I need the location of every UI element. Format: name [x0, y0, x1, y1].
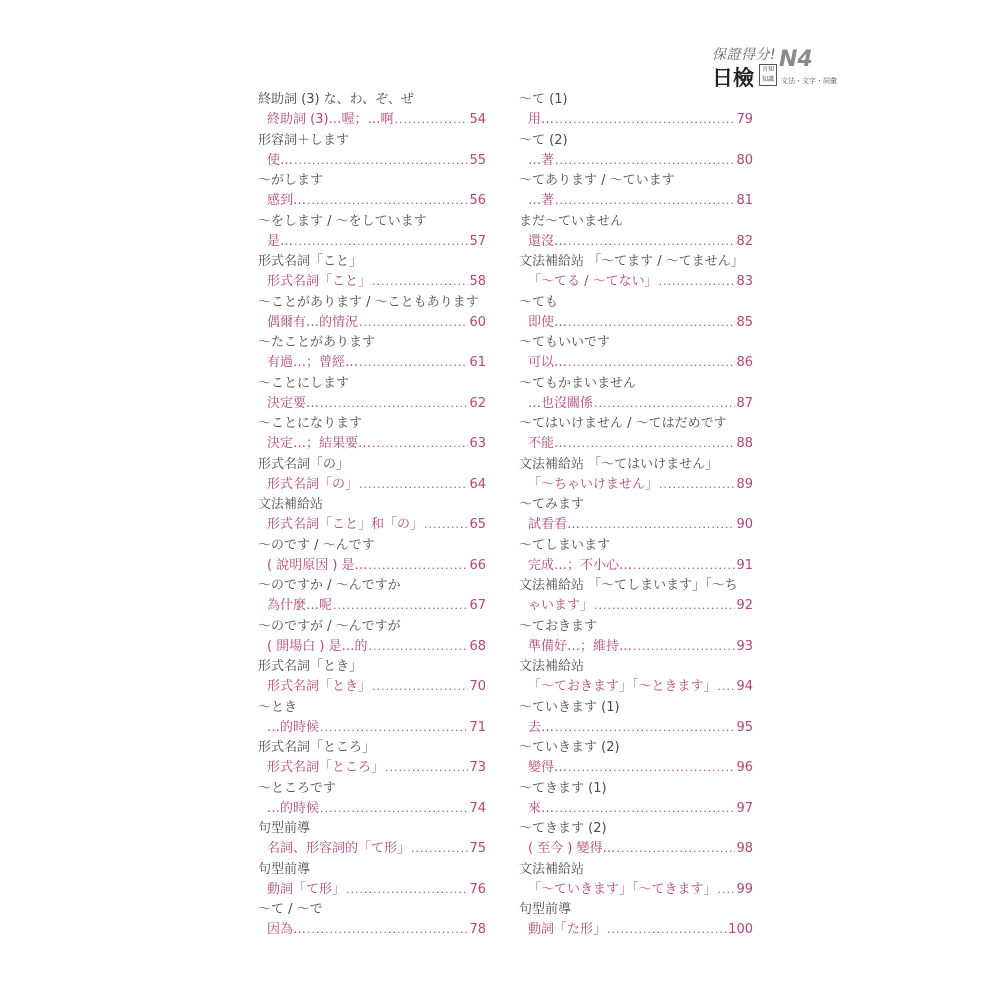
dot-leader [568, 434, 735, 454]
dot-leader [359, 475, 468, 495]
toc-entry [258, 333, 486, 374]
dot-leader [294, 232, 468, 252]
toc-entry-subline [258, 191, 486, 211]
toc-entry-heading: 〜て / 〜で [258, 902, 323, 917]
dot-leader [568, 758, 735, 778]
toc-entry [258, 819, 486, 860]
toc-entry [258, 131, 486, 172]
toc-entry-label: 是… [267, 233, 294, 249]
toc-entry-subline [258, 920, 486, 940]
toc-entry [258, 171, 486, 212]
toc-entry-label: 感到… [267, 193, 307, 208]
toc-entry [258, 617, 486, 658]
toc-entry-heading: 〜てもかまいません [519, 375, 637, 391]
toc-entry-subline [258, 839, 486, 859]
toc-entry-label: 即使… [528, 314, 568, 330]
toc-entry-heading: 〜てあります / 〜ています [519, 173, 675, 188]
book-logo [712, 44, 852, 94]
toc-entry [258, 455, 486, 496]
toc-entry-heading: 文法補給站 [258, 497, 324, 512]
toc-entry-subline [258, 313, 486, 333]
page-number: 95 [736, 719, 753, 735]
page-number: 70 [469, 679, 486, 694]
page-number: 57 [469, 233, 486, 249]
toc-entry-subline [258, 515, 486, 535]
page-number: 64 [469, 476, 486, 492]
toc-entry-subline [258, 434, 486, 454]
toc-entry-subline [258, 718, 486, 738]
toc-entry-subline [258, 353, 486, 373]
toc-entry-subline [519, 191, 753, 211]
toc-entry-heading: 〜ところです [258, 780, 336, 796]
toc-entry [519, 495, 753, 536]
toc-entry-label: 來… [528, 800, 555, 816]
toc-entry [519, 374, 753, 415]
toc-entry-subline [519, 434, 753, 454]
toc-entry-subline [258, 880, 486, 900]
page-number: 94 [736, 679, 753, 694]
toc-entry-label: 形式名詞「こと」 [267, 274, 372, 289]
page-number: 98 [736, 841, 753, 856]
toc-entry-heading: 〜てしまいます [519, 537, 611, 553]
toc-entry-label: 終助詞 (3)…喔；…啊 [267, 112, 394, 127]
toc-entry-label: 決定…；結果要… [267, 436, 372, 451]
toc-entry [258, 860, 486, 901]
logo-box: 言知 知識 [759, 64, 777, 86]
page-number: 68 [469, 638, 486, 654]
page-number: 81 [736, 193, 753, 208]
toc-entry-subline [519, 110, 753, 130]
dot-leader [307, 920, 468, 940]
toc-entry-heading: 句型前導 [519, 902, 572, 917]
toc-entry-subline [258, 758, 486, 778]
toc-entry-heading: 終助詞 (3) な、わ、ぞ、ぜ [258, 92, 414, 107]
toc-entry-heading: 句型前導 [258, 861, 311, 877]
toc-entry-label: 「〜ちゃいけません」 [528, 476, 659, 492]
dot-leader [594, 394, 735, 414]
dot-leader [633, 556, 735, 576]
dot-leader [294, 151, 468, 171]
toc-entry [519, 819, 753, 860]
toc-left-column [258, 90, 486, 941]
toc-entry-heading: 〜のですか / 〜んですか [258, 578, 401, 593]
page-number: 75 [469, 841, 486, 856]
toc-entry [258, 374, 486, 415]
toc-entry-label: 形式名詞「とき」 [267, 679, 372, 694]
toc-entry-subline [519, 272, 753, 292]
toc-entry-heading: 〜て (2) [519, 132, 568, 148]
toc-entry-subline [519, 596, 753, 616]
toc-entry-subline [519, 394, 753, 414]
toc-entry-subline [519, 515, 753, 535]
toc-entry [519, 860, 753, 901]
toc-entry [519, 698, 753, 739]
page-number: 85 [736, 314, 753, 330]
toc-entry [258, 252, 486, 293]
logo-subtitle: 文法・文字・詞彙 [781, 77, 837, 85]
toc-entry-subline [258, 232, 486, 252]
toc-entry [258, 576, 486, 617]
toc-entry [519, 900, 753, 941]
toc-entry-label: 形式名詞「の」 [267, 476, 359, 492]
dot-leader [555, 110, 735, 130]
toc-entry [258, 212, 486, 253]
dot-leader [372, 272, 468, 292]
toc-entry-heading: 〜てもいいです [519, 335, 611, 350]
toc-entry-subline [519, 718, 753, 738]
toc-entry-heading: 〜ていきます (1) [519, 699, 620, 715]
toc-entry [519, 252, 753, 293]
dot-leader [346, 880, 468, 900]
toc-entry [519, 576, 753, 617]
dot-leader [359, 313, 468, 333]
dot-leader [395, 110, 469, 130]
dot-leader [617, 839, 736, 859]
toc-entry-heading: 〜てはいけません / 〜てはだめです [519, 416, 727, 431]
toc-entry-heading: 〜ことにします [258, 375, 350, 391]
page-number: 89 [736, 476, 753, 492]
dot-leader [333, 596, 468, 616]
dot-leader [568, 313, 735, 333]
toc-entry [519, 293, 753, 334]
page-number: 79 [736, 112, 753, 127]
toc-entry-heading: 〜ことになります [258, 416, 363, 431]
toc-entry-subline [258, 677, 486, 697]
dot-leader [372, 434, 468, 454]
toc-entry-subline [519, 677, 753, 697]
page-number: 65 [469, 517, 486, 532]
toc-entry-label: 準備好…；維持… [528, 638, 633, 654]
toc-entry-label: 去… [528, 719, 555, 735]
toc-entry-subline [519, 475, 753, 495]
toc-entry-label: 「〜ていきます」「〜てきます」 [528, 881, 717, 897]
page-number: 97 [736, 800, 753, 816]
page-number: 74 [469, 800, 486, 816]
toc-entry-heading: 〜てきます (1) [519, 780, 607, 796]
page-number: 90 [736, 517, 753, 532]
dot-leader [718, 880, 736, 900]
toc-entry [258, 657, 486, 698]
page-number: 87 [736, 395, 753, 411]
toc-entry-subline [258, 637, 486, 657]
dot-leader [659, 272, 736, 292]
page-number: 92 [736, 598, 753, 613]
dot-leader [555, 191, 735, 211]
toc-entry-heading: 〜のです / 〜んです [258, 537, 375, 553]
toc-entry [258, 90, 486, 131]
toc-entry-label: 用… [528, 112, 555, 127]
toc-entry-subline [258, 556, 486, 576]
toc-entry-subline [258, 151, 486, 171]
toc-entry [258, 779, 486, 820]
toc-entry-heading: 〜ておきます [519, 618, 598, 634]
toc-entry-label: …也沒關係 [528, 395, 594, 411]
toc-entry-label: …的時候 [267, 719, 320, 735]
dot-leader [555, 799, 735, 819]
toc-entry-subline [519, 920, 753, 940]
toc-entry-heading: 形式名詞「こと」 [258, 254, 363, 269]
dot-leader [718, 677, 736, 697]
page-number: 96 [736, 760, 753, 775]
toc-entry [258, 738, 486, 779]
toc-entry-label: 「〜ておきます」「〜ときます」 [528, 679, 717, 694]
dot-leader [320, 394, 468, 414]
toc-entry-subline [519, 758, 753, 778]
toc-entry-label: ( 至今 ) 變得… [528, 841, 616, 856]
toc-entry-heading: 形式名詞「の」 [258, 456, 350, 472]
page-number: 91 [736, 557, 753, 573]
toc-entry-heading: 〜ても [519, 294, 559, 310]
toc-entry-heading: 〜とき [258, 699, 298, 715]
dot-leader [369, 556, 469, 576]
toc-entry-heading: 句型前導 [258, 821, 311, 836]
toc-entry-subline [258, 596, 486, 616]
toc-entry-subline [519, 637, 753, 657]
logo-tagline: 保證得分! [712, 47, 777, 63]
dot-leader [385, 758, 468, 778]
page-number: 73 [469, 760, 486, 775]
toc-entry-label: …著 [528, 193, 555, 208]
toc-entry [258, 900, 486, 941]
toc-entry-label: 試看看… [528, 517, 581, 532]
toc-entry-heading: 〜をします / 〜をしています [258, 213, 427, 229]
dot-leader [568, 232, 735, 252]
toc-entry-subline [519, 313, 753, 333]
page-number: 56 [469, 193, 486, 208]
page-number: 62 [469, 395, 486, 411]
toc-entry-label: 決定要… [267, 395, 320, 411]
toc-entry [519, 414, 753, 455]
page-number: 83 [736, 274, 753, 289]
page-number: 58 [469, 274, 486, 289]
toc-entry-label: 動詞「た形」 [528, 922, 607, 937]
toc-entry-label: …的時候 [267, 800, 320, 816]
toc-entry [519, 212, 753, 253]
toc-entry-heading: 形式名詞「ところ」 [258, 740, 376, 755]
toc-entry-label: ゃいます」 [528, 598, 594, 613]
toc-entry [519, 455, 753, 496]
toc-entry-heading: 〜てみます [519, 497, 585, 512]
dot-leader [424, 515, 468, 535]
page-number: 55 [469, 152, 486, 168]
toc-entry-label: 有過…；曾經… [267, 355, 359, 370]
toc-entry-label: 形式名詞「ところ」 [267, 760, 385, 775]
toc-entry-label: 因為… [267, 922, 307, 937]
page-number: 63 [469, 436, 486, 451]
dot-leader [568, 353, 735, 373]
toc-entry [519, 90, 753, 131]
dot-leader [359, 353, 468, 373]
toc-entry-label: ( 開場白 ) 是…的 [267, 638, 368, 654]
toc-entry [519, 333, 753, 374]
toc-entry-heading: 〜ていきます (2) [519, 740, 620, 755]
page-number: 93 [736, 638, 753, 654]
page-number: 61 [469, 355, 486, 370]
toc-entry-subline [258, 394, 486, 414]
dot-leader [633, 637, 735, 657]
toc-entry-heading: 文法補給站 「〜てしまいます」「〜ち [519, 578, 738, 593]
toc-entry-heading: 形容詞＋します [258, 132, 350, 148]
logo-level: N4 [779, 47, 813, 72]
dot-leader [307, 191, 468, 211]
dot-leader [594, 596, 735, 616]
toc-entry-subline [258, 272, 486, 292]
page-number: 82 [736, 233, 753, 249]
toc-entry-heading: 〜て (1) [519, 92, 568, 107]
dot-leader [555, 718, 735, 738]
page-number: 60 [469, 314, 486, 330]
toc-entry-heading: 文法補給站 「〜てます / 〜てません」 [519, 254, 744, 269]
toc-entry [258, 698, 486, 739]
toc-entry-heading: 文法補給站 [519, 861, 585, 877]
toc-entry-subline [519, 799, 753, 819]
toc-entry-subline [519, 232, 753, 252]
toc-entry-subline [258, 475, 486, 495]
toc-entry [519, 657, 753, 698]
dot-leader [320, 799, 468, 819]
toc-entry [519, 171, 753, 212]
toc-entry-heading: 形式名詞「とき」 [258, 659, 363, 674]
toc-entry-label: 動詞「て形」 [267, 881, 346, 897]
toc-entry-heading: まだ〜ていません [519, 213, 624, 229]
toc-entry-label: ( 說明原因 ) 是… [267, 557, 368, 573]
toc-entry-subline [519, 880, 753, 900]
page-number: 71 [469, 719, 486, 735]
dot-leader [607, 920, 727, 940]
toc-entry [519, 738, 753, 779]
toc-right-column [519, 90, 753, 941]
toc-entry-label: 為什麼…呢 [267, 598, 333, 613]
dot-leader [411, 839, 468, 859]
toc-entry-label: 「〜てる / 〜てない」 [528, 274, 658, 289]
toc-entry-label: 可以… [528, 355, 568, 370]
dot-leader [320, 718, 468, 738]
toc-entry [258, 495, 486, 536]
page-number: 66 [469, 557, 486, 573]
toc-entry-subline [519, 839, 753, 859]
logo-title: 日檢 [712, 66, 754, 90]
toc-entry-subline [258, 799, 486, 819]
toc-entry-subline [519, 556, 753, 576]
dot-leader [659, 475, 735, 495]
toc-entry-label: …著 [528, 152, 555, 168]
toc-entry-heading: 〜てきます (2) [519, 821, 607, 836]
toc-entry-heading: 〜のですが / 〜んですが [258, 618, 401, 634]
toc-entry-label: 變得… [528, 760, 568, 775]
toc-entry-label: 使… [267, 152, 294, 168]
toc-entry [519, 779, 753, 820]
toc-entry-subline [258, 110, 486, 130]
toc-entry [519, 131, 753, 172]
page-number: 80 [736, 152, 753, 168]
toc-entry-label: 不能… [528, 436, 568, 451]
toc-entry-label: 還沒… [528, 233, 568, 249]
dot-leader [369, 637, 469, 657]
toc-entry-label: 名詞、形容詞的「て形」 [267, 841, 411, 856]
page-number: 86 [736, 355, 753, 370]
page-number: 54 [469, 112, 486, 127]
toc-entry-heading: 〜ことがあります / 〜こともあります [258, 294, 479, 310]
dot-leader [581, 515, 735, 535]
page-number: 100 [728, 922, 753, 937]
toc-entry-subline [519, 151, 753, 171]
dot-leader [555, 151, 735, 171]
dot-leader [372, 677, 468, 697]
toc-entry-heading: 〜たことがあります [258, 335, 376, 350]
toc-entry [519, 536, 753, 577]
toc-entry-subline [519, 353, 753, 373]
toc-entry-label: 形式名詞「こと」和「の」 [267, 517, 424, 532]
toc-entry-label: 偶爾有…的情況 [267, 314, 359, 330]
page-number: 67 [469, 598, 486, 613]
toc-entry [258, 293, 486, 334]
toc-entry [258, 414, 486, 455]
toc-entry-label: 完成…；不小心… [528, 557, 633, 573]
page-number: 78 [469, 922, 486, 937]
toc-entry [519, 617, 753, 658]
page-number: 99 [736, 881, 753, 897]
page-number: 88 [736, 436, 753, 451]
toc-entry [258, 536, 486, 577]
page-number: 76 [469, 881, 486, 897]
toc-entry-heading: 〜がします [258, 173, 324, 188]
toc-entry-heading: 文法補給站 [519, 659, 585, 674]
toc-entry-heading: 文法補給站 「〜てはいけません」 [519, 456, 719, 472]
